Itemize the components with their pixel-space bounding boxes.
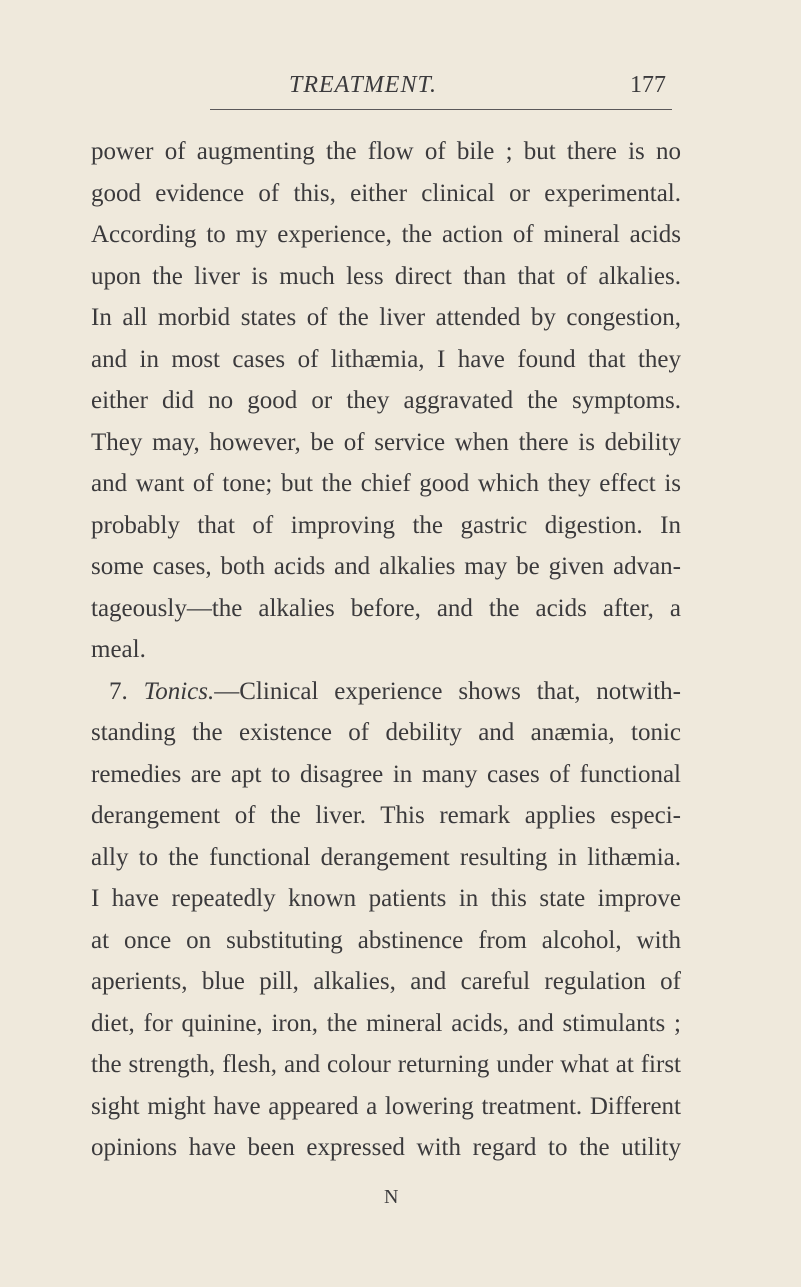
page-number: 177: [630, 72, 666, 98]
section-heading: Tonics.: [143, 677, 215, 705]
text-line: and want of tone; but the chief good which they effect is: [91, 470, 681, 497]
text-line: In all morbid states of the liver attended by congestion,: [91, 304, 681, 331]
running-header-title: TREATMENT.: [289, 72, 438, 98]
section-7-first-line: [91, 671, 681, 713]
text-line: and in most cases of lithæmia, I have found that they: [91, 345, 681, 373]
text-line: sight might have appeared a lowering treatment. Different: [91, 1092, 681, 1120]
header-rule: [210, 109, 672, 110]
text-line: good evidence of this, either clinical or experimental.: [91, 179, 681, 207]
text-line: According to my experience, the action of mineral acids: [91, 221, 681, 248]
text-line: the strength, flesh, and colour returning under what at first: [91, 1051, 681, 1078]
text-line: probably that of improving the gastric digestion. In: [91, 511, 681, 539]
text-line: derangement of the liver. This remark applies especi-: [91, 802, 681, 829]
text-line: diet, for quinine, iron, the mineral acids, and stimulants ;: [91, 1009, 681, 1037]
text-line: tageously—the alkalies before, and the acids after, a: [91, 594, 681, 622]
body-text: [91, 131, 681, 1169]
section-first-line-text: —Clinical experience shows that, notwith-: [214, 677, 682, 705]
text-line: either did no good or they aggravated the symptoms.: [91, 387, 681, 414]
text-line: aperients, blue pill, alkalies, and careful regulation of: [91, 968, 681, 995]
text-line: some cases, both acids and alkalies may be given advan-: [91, 553, 681, 580]
text-line: standing the existence of debility and anæmia, tonic: [91, 719, 681, 746]
text-line: meal.: [91, 636, 146, 663]
text-line: I have repeatedly known patients in this state improve: [91, 885, 681, 912]
text-line: remedies are apt to disagree in many cases of functional: [91, 760, 681, 788]
text-line: at once on substituting abstinence from alcohol, with: [91, 926, 681, 954]
text-line: upon the liver is much less direct than that of alkalies.: [91, 262, 681, 290]
section-number: 7.: [109, 677, 128, 705]
text-line: They may, however, be of service when there is debility: [91, 428, 681, 456]
text-line: opinions have been expressed with regard to the utility: [91, 1134, 681, 1161]
signature-mark: N: [384, 1186, 399, 1208]
text-line: ally to the functional derangement resulting in lithæmia.: [91, 843, 681, 871]
text-line: power of augmenting the flow of bile ; but there is no: [91, 138, 681, 165]
